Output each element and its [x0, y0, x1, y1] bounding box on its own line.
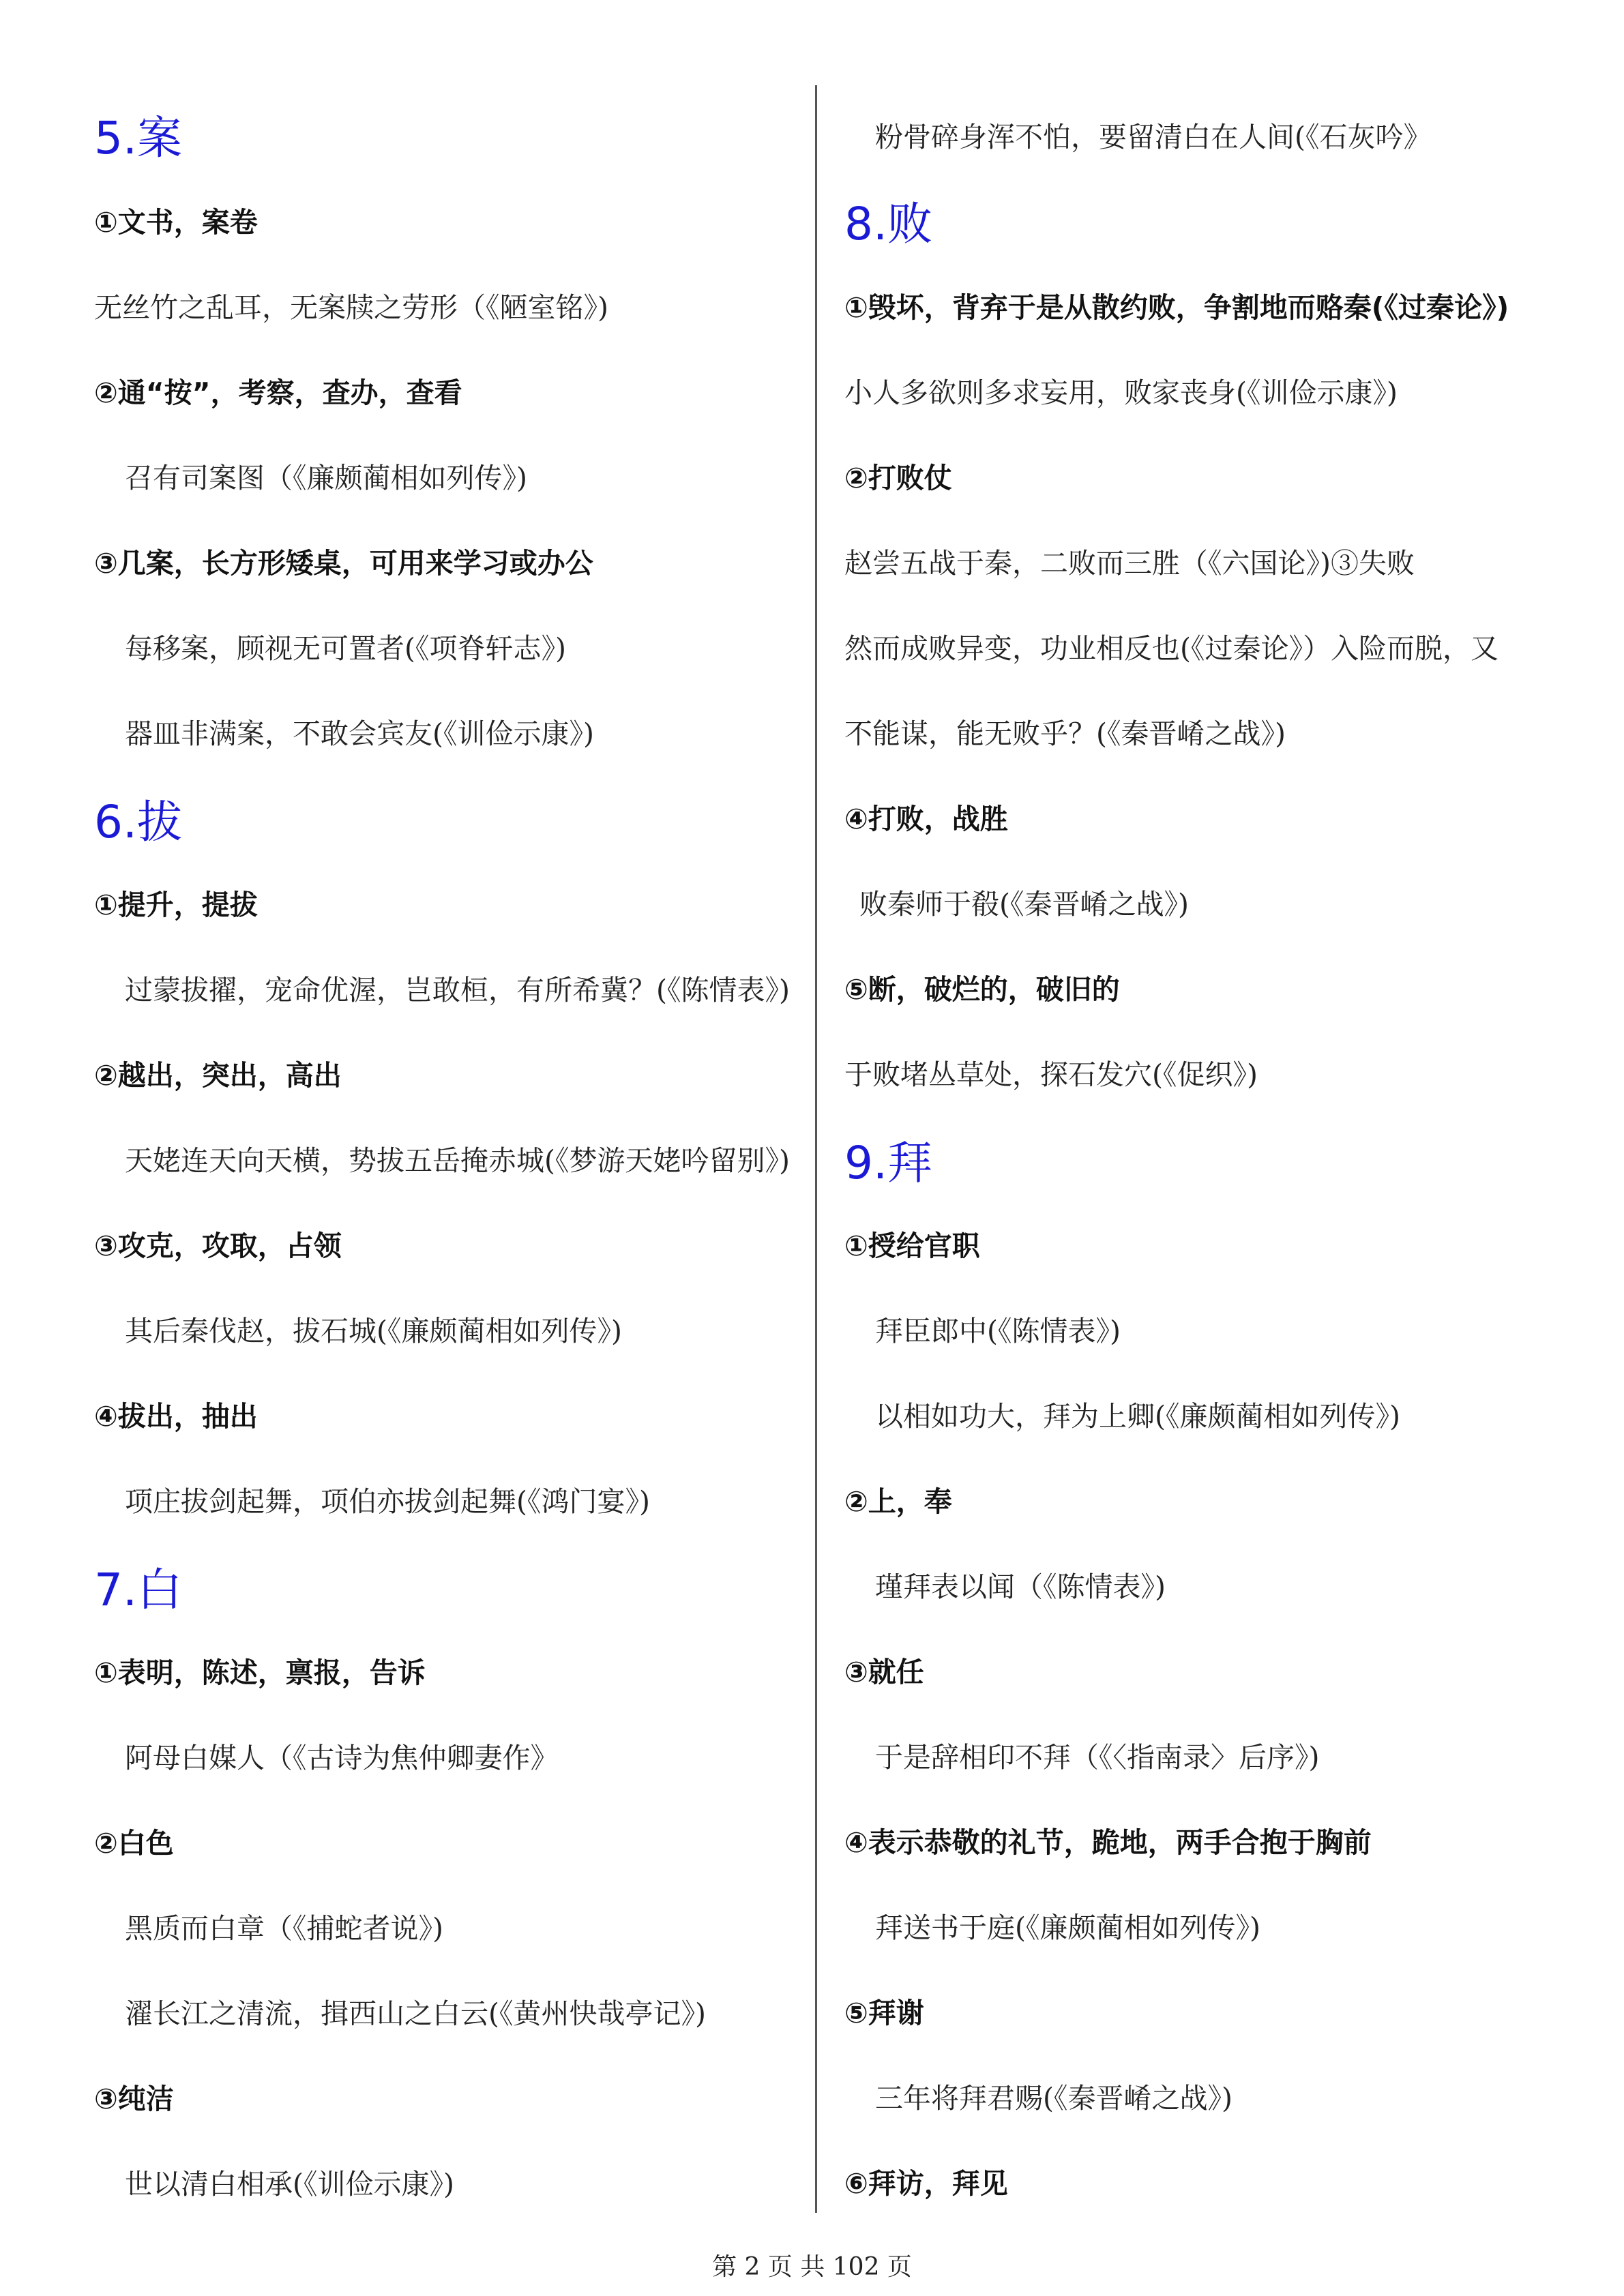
entry-heading-5: 5.案 [94, 112, 182, 164]
sense-line: ①文书，案卷 [94, 206, 258, 239]
page-footer: 第 2 页 共 102 页 [712, 2253, 912, 2281]
example-line: 于是辞相印不拜（《〈指南录〉后序》) [875, 1741, 1320, 1774]
sense-line: ⑥拜访，拜见 [844, 2167, 1008, 2200]
example-line: 召有司案图（《廉颇蔺相如列传》) [125, 462, 527, 494]
example-line: 黑质而白章（《捕蛇者说》) [125, 1912, 443, 1945]
sense-line: ②通“按”，考察，查办，查看 [94, 376, 462, 409]
example-line: 瑾拜表以闻（《陈情表》) [875, 1570, 1166, 1603]
sense-line: ①毁坏，背弃于是从散约败，争割地而赂秦(《过秦论》) [844, 291, 1509, 324]
example-line: 濯长江之清流，揖西山之白云(《黄州快哉亭记》) [125, 1997, 706, 2030]
example-line: 项庄拔剑起舞，项伯亦拔剑起舞(《鸿门宴》) [125, 1485, 650, 1518]
sense-line: ④打败，战胜 [844, 803, 1008, 835]
example-line: 粉骨碎身浑不怕，要留清白在人间(《石灰吟》 [875, 121, 1432, 153]
example-line: 过蒙拔擢，宠命优渥，岂敢桓，有所希冀？(《陈情表》) [125, 974, 790, 1007]
example-line: 阿母白媒人（《古诗为焦仲卿妻作》 [125, 1742, 559, 1774]
sense-line: ①授给官职 [844, 1229, 980, 1262]
entry-heading-8: 8.败 [844, 198, 932, 250]
entry-heading-9: 9.拜 [844, 1137, 932, 1189]
sense-line: ②上，奉 [844, 1485, 952, 1518]
example-line: 败秦师于殽(《秦晋崤之战》) [859, 888, 1189, 921]
example-line: 拜臣郎中(《陈情表》) [875, 1315, 1121, 1347]
example-line: 无丝竹之乱耳，无案牍之劳形（《陋室铭》) [94, 291, 608, 324]
sense-line: ②越出，突出，高出 [94, 1059, 342, 1092]
example-line: 不能谋，能无败乎？(《秦晋崤之战》) [844, 717, 1286, 750]
example-line: 赵尝五战于秦，二败而三胜（《六国论》)③失败 [844, 547, 1415, 580]
example-line: 以相如功大，拜为上卿(《廉颇蔺相如列传》) [875, 1400, 1400, 1433]
example-line: 世以清白相承(《训俭示康》) [125, 2168, 454, 2201]
entry-heading-7: 7.白 [94, 1564, 182, 1616]
sense-line: ①表明，陈述，禀报，告诉 [94, 1656, 426, 1689]
sense-line: ③几案，长方形矮桌，可用来学习或办公 [94, 547, 593, 580]
example-line: 天姥连天向天横，势拔五岳掩赤城(《梦游天姥吟留别》) [125, 1144, 790, 1177]
example-line: 然而成败异变，功业相反也(《过秦论》）入险而脱，又 [844, 632, 1498, 665]
sense-line: ③纯洁 [94, 2083, 174, 2115]
column-divider [815, 85, 817, 2213]
sense-line: ④表示恭敬的礼节，跪地，两手合抱于胸前 [844, 1826, 1372, 1859]
example-line: 于败堵丛草处，探石发穴(《促织》) [844, 1058, 1258, 1091]
example-line: 每移案，顾视无可置者(《项脊轩志》) [125, 632, 566, 665]
sense-line: ②打败仗 [844, 462, 952, 494]
sense-line: ⑤拜谢 [844, 1997, 924, 2029]
sense-line: ③就任 [844, 1656, 924, 1688]
example-line: 三年将拜君赐(《秦晋崤之战》) [875, 2082, 1232, 2115]
sense-line: ⑤断，破烂的，破旧的 [844, 973, 1120, 1006]
sense-line: ④拔出，抽出 [94, 1400, 258, 1433]
example-line: 拜送书于庭(《廉颇蔺相如列传》) [875, 1911, 1260, 1944]
example-line: 器皿非满案，不敢会宾友(《训俭示康》) [125, 717, 594, 750]
sense-line: ①提升，提拔 [94, 889, 258, 921]
example-line: 小人多欲则多求妄用，败家丧身(《训俭示康》) [844, 376, 1398, 409]
sense-line: ②白色 [94, 1827, 174, 1860]
sense-line: ③攻克，攻取，占领 [94, 1229, 342, 1262]
entry-heading-6: 6.拔 [94, 796, 182, 848]
example-line: 其后秦伐赵，拔石城(《廉颇蔺相如列传》) [125, 1315, 622, 1347]
